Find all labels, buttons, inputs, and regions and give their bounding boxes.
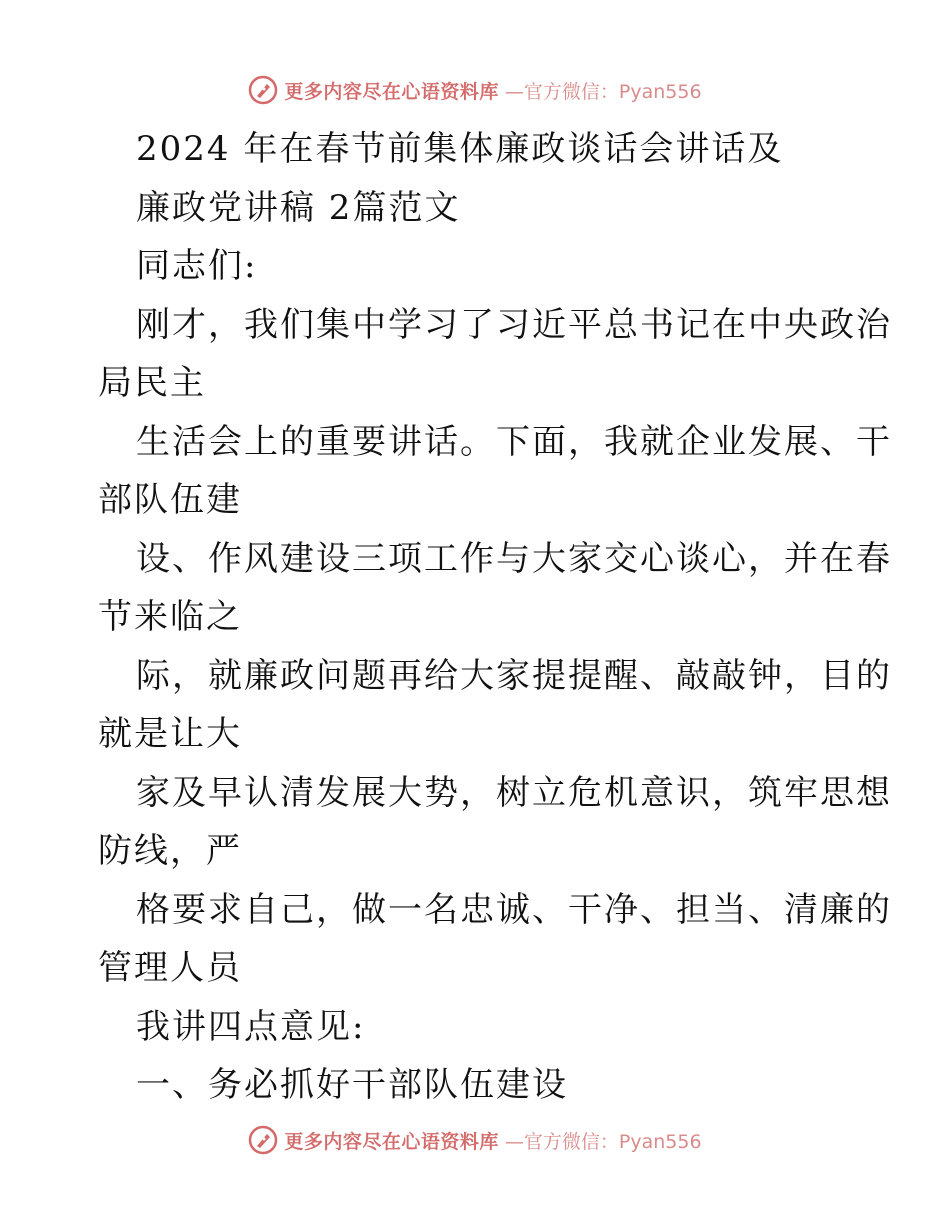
header-watermark bbox=[0, 70, 950, 110]
title-line-2: 廉政党讲稿 2篇范文 bbox=[136, 187, 461, 228]
title-line-1: 2024 年在春节前集体廉政谈话会讲话及 bbox=[136, 129, 784, 169]
footer-watermark bbox=[0, 1120, 950, 1160]
paragraph-line: 生活会上的重要讲话。下面，我就企业发展、干 bbox=[136, 421, 892, 462]
paragraph-line: 就是让大 bbox=[98, 714, 242, 754]
section-heading: 一、务必抓好干部队伍建设 bbox=[136, 1065, 568, 1105]
document-body bbox=[98, 120, 892, 1115]
paragraph-line: 刚才，我们集中学习了习近平总书记在中央政治 bbox=[136, 304, 892, 345]
paragraph-line: 管理人员 bbox=[98, 948, 242, 988]
watermark-contact-text: —官方微信：Pyan556 bbox=[504, 1130, 702, 1153]
pen-nib-logo-icon bbox=[248, 1125, 278, 1155]
paragraph-line: 防线，严 bbox=[98, 831, 242, 871]
watermark-contact-text: —官方微信：Pyan556 bbox=[504, 80, 702, 103]
intro-line: 我讲四点意见: bbox=[136, 1006, 366, 1047]
paragraph-line: 际，就廉政问题再给大家提提醒、敲敲钟，目的 bbox=[136, 655, 892, 696]
paragraph-line: 节来临之 bbox=[98, 597, 242, 637]
paragraph-line: 部队伍建 bbox=[98, 480, 242, 520]
paragraph-line: 家及早认清发展大势，树立危机意识，筑牢思想 bbox=[136, 772, 892, 813]
salutation: 同志们: bbox=[136, 246, 258, 286]
paragraph-line: 格要求自己，做一名忠诚、干净、担当、清廉的 bbox=[136, 889, 892, 930]
paragraph-line: 局民主 bbox=[98, 363, 206, 403]
watermark-site-text: 更多内容尽在心语资料库 bbox=[284, 1130, 499, 1153]
paragraph-line: 设、作风建设三项工作与大家交心谈心，并在春 bbox=[136, 538, 892, 579]
watermark-site-text: 更多内容尽在心语资料库 bbox=[284, 80, 499, 103]
pen-nib-logo-icon bbox=[248, 75, 278, 105]
